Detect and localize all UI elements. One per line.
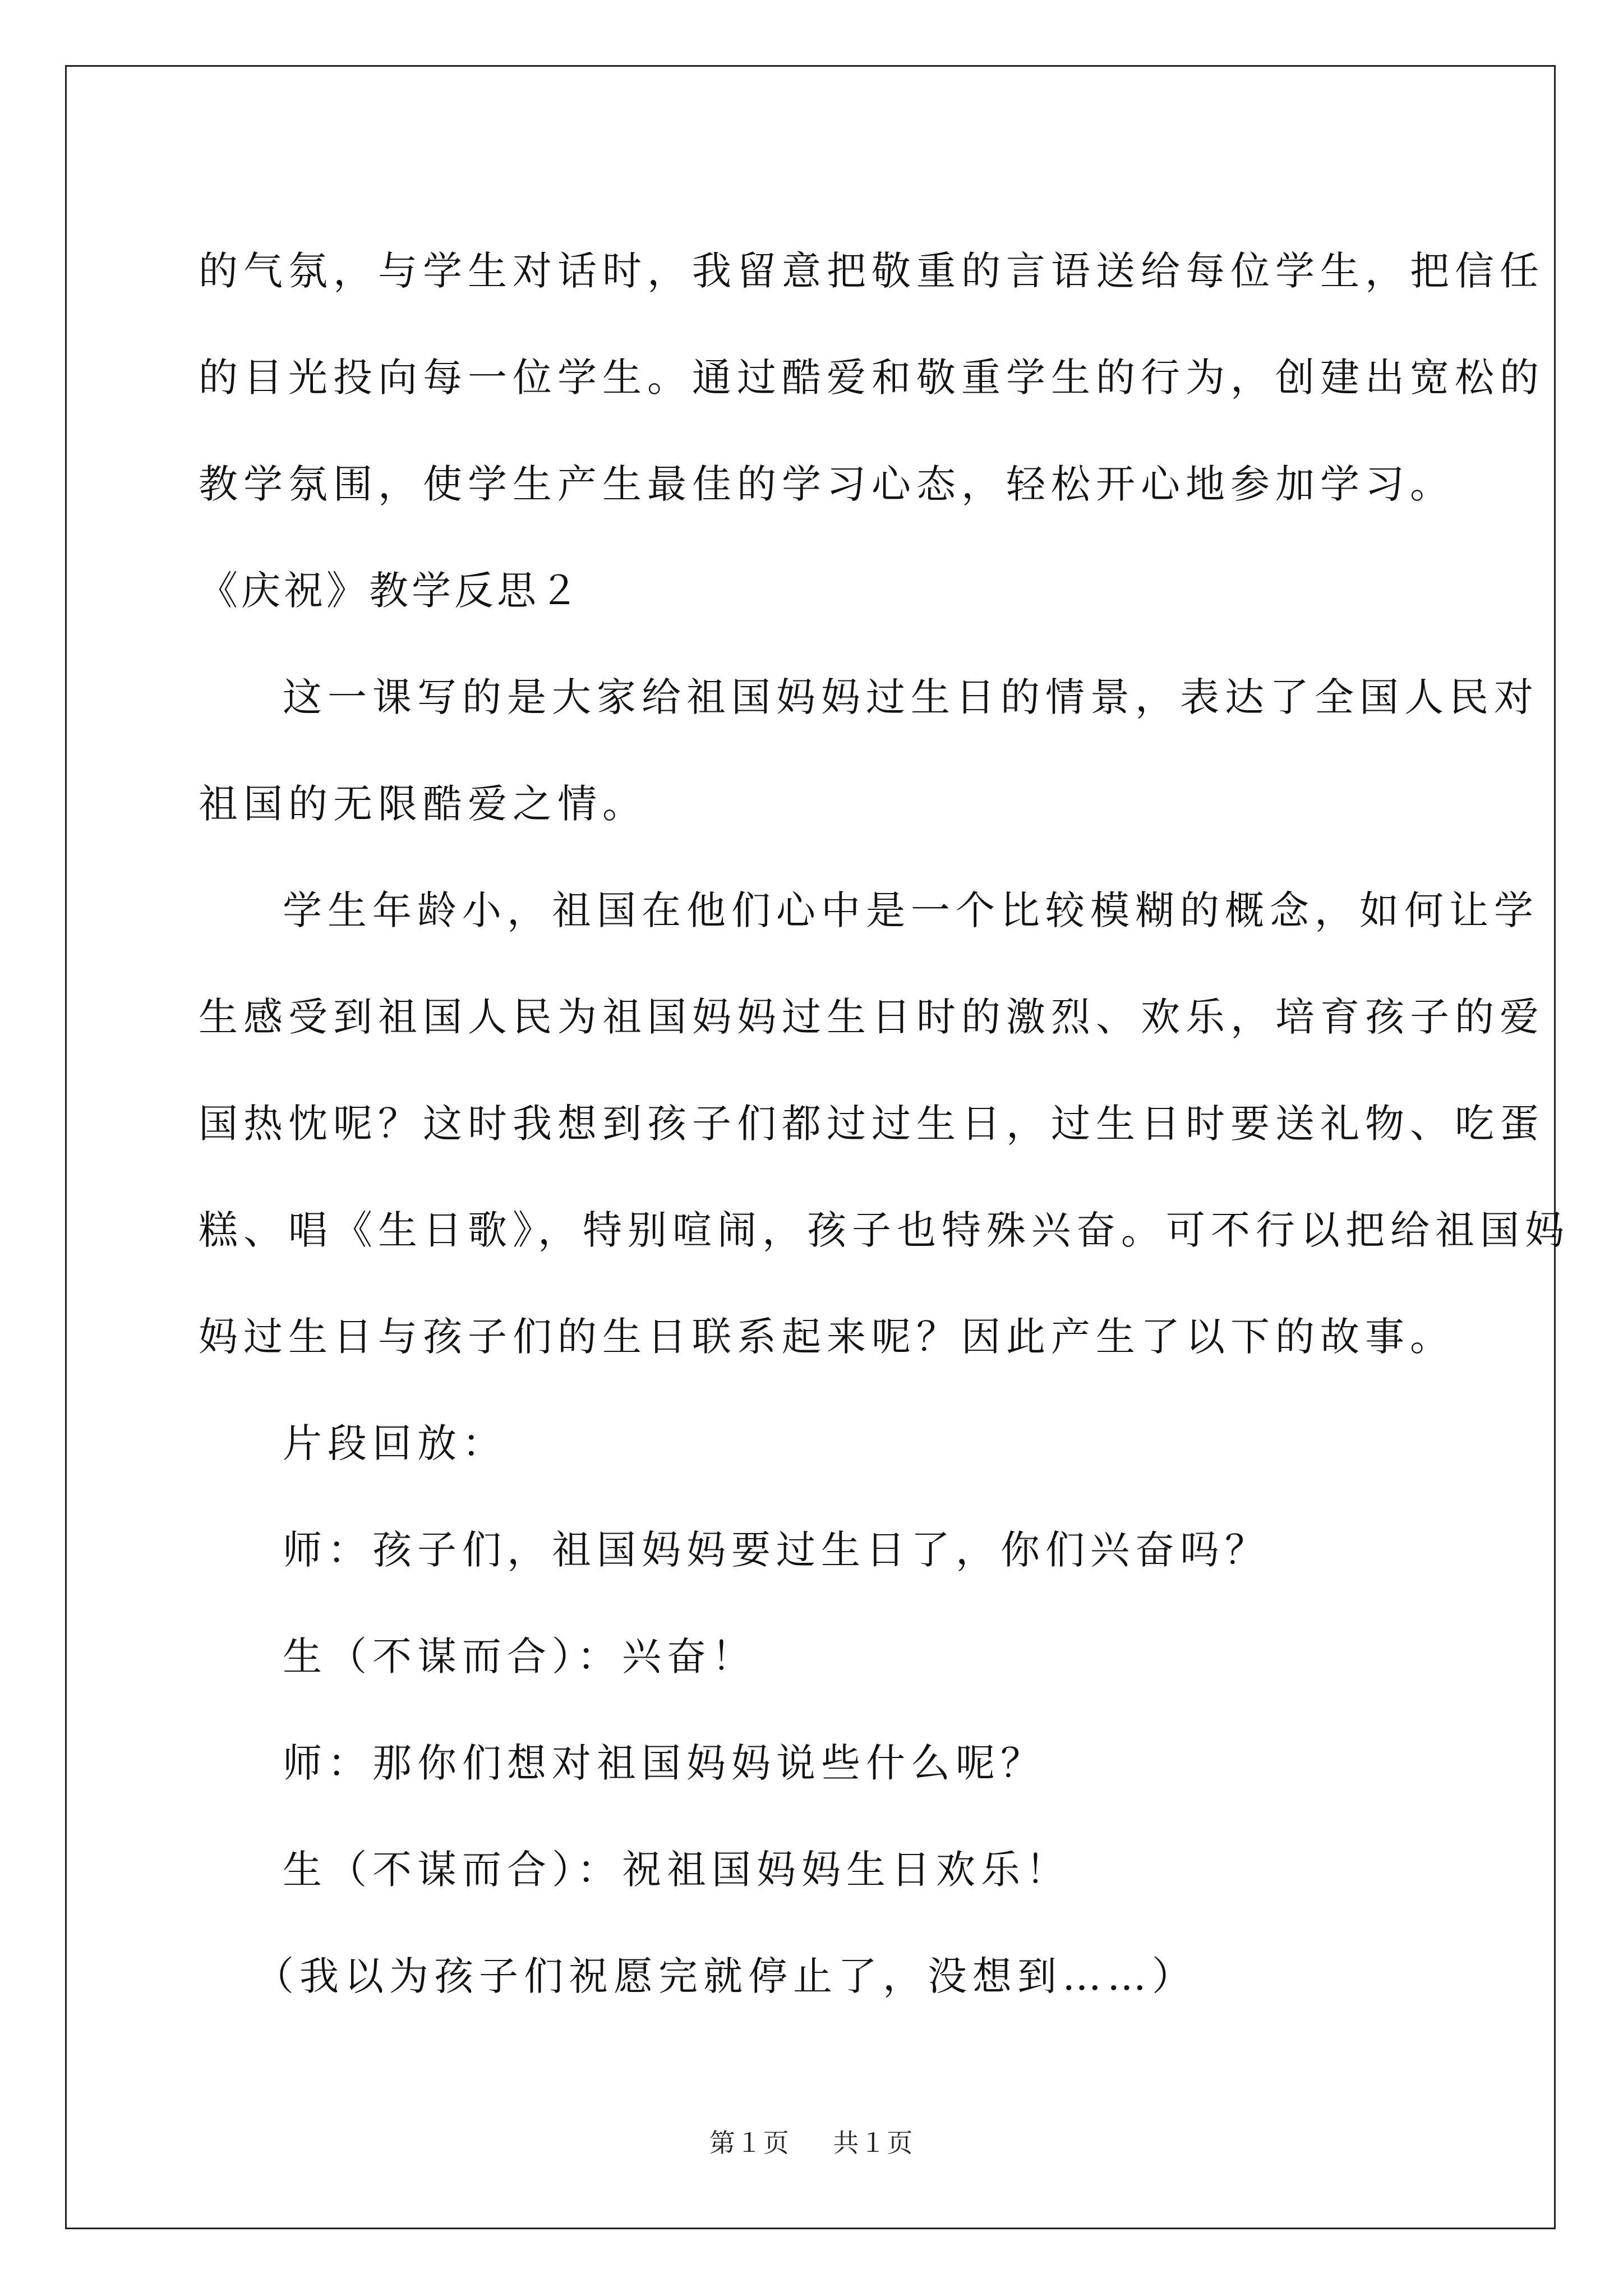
page-number: 第１页 [709, 2128, 790, 2158]
paragraph-line: 妈过生日与孩子们的生日联系起来呢？因此产生了以下的故事。 [199, 1314, 1455, 1360]
segment-label: 片段回放： [283, 1420, 507, 1466]
dialogue-line: 师：孩子们，祖国妈妈要过生日了，你们兴奋吗？ [283, 1527, 1270, 1573]
dialogue-line: 生（不谋而合）：祝祖国妈妈生日欢乐！ [283, 1847, 1071, 1893]
dialogue-line: 生（不谋而合）：兴奋！ [283, 1634, 757, 1680]
paragraph-line: 学生年龄小，祖国在他们心中是一个比较模糊的概念，如何让学 [283, 887, 1539, 933]
paragraph-line: 糕、唱《生日歌》，特别喧闹，孩子也特殊兴奋。可不行以把给祖国妈 [199, 1207, 1570, 1253]
body-line: 的气氛，与学生对话时，我留意把敬重的言语送给每位学生，把信任 [199, 248, 1544, 294]
paragraph-line: 国热忱呢？这时我想到孩子们都过过生日，过生日时要送礼物、吃蛋 [199, 1101, 1544, 1147]
body-line: 的目光投向每一位学生。通过酷爱和敬重学生的行为，创建出宽松的 [199, 355, 1544, 401]
dialogue-line: 师：那你们想对祖国妈妈说些什么呢？ [283, 1740, 1045, 1786]
paragraph-line: 生感受到祖国人民为祖国妈妈过生日时的激烈、欢乐，培育孩子的爱 [199, 994, 1544, 1040]
aside-note: （我以为孩子们祝愿完就停止了，没想到……） [255, 1953, 1197, 1999]
section-heading: 《庆祝》教学反思２ [199, 568, 582, 614]
document-body [199, 218, 1570, 2030]
paragraph-line: 祖国的无限酷爱之情。 [199, 781, 647, 827]
paragraph-line: 这一课写的是大家给祖国妈妈过生日的情景，表达了全国人民对 [283, 674, 1539, 720]
page-total: 共１页 [833, 2128, 914, 2158]
page-footer [0, 2126, 1623, 2160]
body-line: 教学氛围，使学生产生最佳的学习心态，轻松开心地参加学习。 [199, 461, 1455, 507]
